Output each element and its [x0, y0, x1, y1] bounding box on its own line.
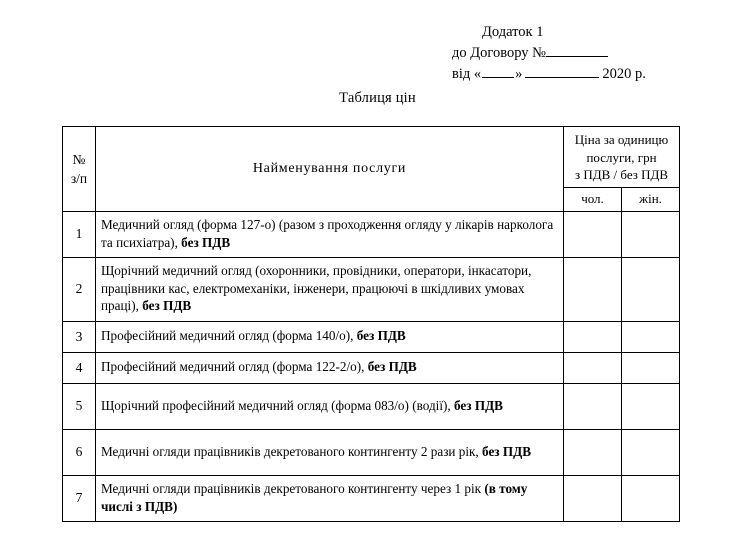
date-day-blank[interactable]: [482, 64, 514, 78]
table-caption: Таблиця цін: [339, 90, 416, 106]
table-body: [63, 211, 680, 521]
table-row: [63, 211, 680, 257]
header-row-main: [63, 127, 680, 188]
table-head: [63, 127, 680, 212]
row-service-name: [96, 211, 564, 257]
row-service-name: [96, 257, 564, 321]
row-number: 2: [63, 257, 96, 321]
row-price-women[interactable]: [622, 321, 680, 352]
row-price-men[interactable]: [564, 321, 622, 352]
table-row: [63, 383, 680, 429]
row-price-women[interactable]: [622, 352, 680, 383]
service-vat-note: (в тому числі з ПДВ): [101, 481, 528, 514]
row-service-name: [96, 429, 564, 475]
service-vat-note: без ПДВ: [142, 298, 192, 314]
row-price-men[interactable]: [564, 211, 622, 257]
table-row: [63, 321, 680, 352]
service-text: Професійний медичний огляд (форма 140/о),: [101, 328, 357, 344]
price-header-line2: послуги, грн: [586, 149, 657, 165]
service-text: Професійний медичний огляд (форма 122-2/о),: [101, 359, 368, 375]
row-number: 6: [63, 429, 96, 475]
service-vat-note: без ПДВ: [482, 443, 532, 459]
contract-number-line: [452, 43, 742, 64]
service-text: Медичні огляди працівників декретованого контингенту 2 рази рік,: [101, 443, 483, 459]
table-row: [63, 429, 680, 475]
contract-number-label: до Договору №: [452, 45, 546, 61]
row-service-name: [96, 383, 564, 429]
price-table: [62, 126, 680, 522]
row-price-women[interactable]: [622, 257, 680, 321]
service-text: Щорічний професійний медичний огляд (форма 083/о) (водії),: [101, 397, 454, 413]
column-header-number-line2: з/п: [70, 170, 88, 186]
row-service-name: [96, 321, 564, 352]
row-price-men[interactable]: [564, 429, 622, 475]
table-row: [63, 257, 680, 321]
date-quote-close: »: [515, 66, 523, 82]
service-vat-note: без ПДВ: [367, 359, 417, 375]
document-header-block: [452, 22, 742, 85]
column-header-number: [63, 127, 96, 212]
service-text: Щорічний медичний огляд (охоронники, провідники, оператори, інкасатори, працівники кас, електромеханіки, інженери, працюючі в шкідливих умовах праці),: [101, 263, 532, 314]
service-text: Медичні огляди працівників декретованого контингенту через 1 рік: [101, 481, 485, 496]
row-price-women[interactable]: [622, 429, 680, 475]
row-price-women[interactable]: [622, 211, 680, 257]
table-row: [63, 475, 680, 521]
date-year-label: 2020 р.: [602, 66, 646, 82]
service-vat-note: без ПДВ: [453, 397, 503, 413]
table-row: [63, 352, 680, 383]
row-number: 5: [63, 383, 96, 429]
contract-number-blank[interactable]: [546, 43, 608, 57]
column-header-service-name: Найменування послуги: [96, 127, 564, 212]
row-price-women[interactable]: [622, 475, 680, 521]
service-vat-note: без ПДВ: [181, 234, 231, 250]
price-header-line3: з ПДВ / без ПДВ: [574, 167, 669, 182]
row-price-men[interactable]: [564, 352, 622, 383]
column-header-women: жін.: [622, 187, 680, 211]
price-header-line1: Ціна за одиницю: [574, 132, 669, 147]
row-price-women[interactable]: [622, 383, 680, 429]
row-service-name: [96, 352, 564, 383]
column-header-men: чол.: [564, 187, 622, 211]
column-header-number-line1: №: [72, 151, 86, 167]
date-prefix-label: від «: [452, 66, 482, 82]
row-service-name: [96, 475, 564, 521]
row-number: 1: [63, 211, 96, 257]
row-price-men[interactable]: [564, 257, 622, 321]
service-vat-note: без ПДВ: [356, 328, 406, 344]
date-month-blank[interactable]: [525, 64, 599, 78]
row-number: 3: [63, 321, 96, 352]
row-price-men[interactable]: [564, 383, 622, 429]
column-header-price: [564, 127, 680, 188]
row-number: 7: [63, 475, 96, 521]
service-text: Медичний огляд (форма 127-о) (разом з проходження огляду у лікарів нарколога та психіатра),: [101, 217, 554, 250]
annex-label: Додаток 1: [482, 24, 544, 40]
row-number: 4: [63, 352, 96, 383]
contract-date-line: [452, 64, 742, 85]
row-price-men[interactable]: [564, 475, 622, 521]
